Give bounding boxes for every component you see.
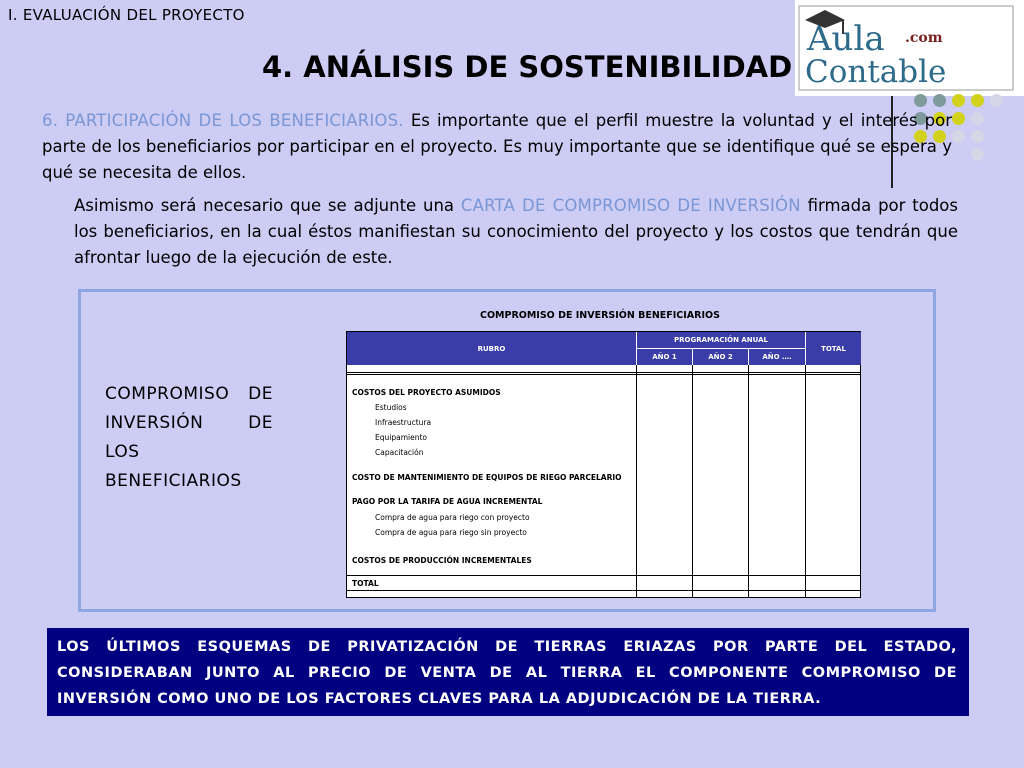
logo-word-contable: Contable — [805, 54, 947, 90]
dot — [971, 112, 984, 125]
caption-word: COMPROMISO — [105, 384, 230, 404]
row-total: TOTAL — [352, 579, 379, 588]
section-label: I. EVALUACIÓN DEL PROYECTO — [8, 6, 245, 24]
dot — [971, 94, 984, 107]
dot — [971, 130, 984, 143]
figure-caption — [105, 380, 273, 496]
header-year-2: AÑO 2 — [693, 349, 748, 365]
row-agua-sin-proyecto: Compra de agua para riego sin proyecto — [375, 528, 527, 537]
header-total: TOTAL — [806, 332, 861, 365]
caption-word: BENEFICIARIOS — [105, 471, 242, 491]
item-number: 6. — [42, 111, 59, 130]
footer-note: LOS ÚLTIMOS ESQUEMAS DE PRIVATIZACIÓN DE TIERRAS ERIAZAS POR PARTE DEL ESTADO, CONSIDERABAN JUNTO AL PRECIO DE VENTA DE AL TIERRA EL COMPONENTE COMPROMISO DE INVERSIÓN COMO UNO DE LOS FACTORES CLAVES PARA LA ADJUDICACIÓN DE LA TIERRA. — [47, 628, 969, 716]
dot — [952, 94, 965, 107]
table-rule — [692, 365, 693, 597]
table-rule — [805, 365, 806, 597]
header-rubro: RUBRO — [347, 332, 636, 365]
commitment-text-start: Asimismo será necesario que se adjunte una — [74, 196, 461, 215]
row-capacitacion: Capacitación — [375, 448, 424, 457]
table-rule — [347, 372, 860, 373]
row-costos-proyecto: COSTOS DEL PROYECTO ASUMIDOS — [352, 388, 501, 397]
row-mantenimiento: COSTO DE MANTENIMIENTO DE EQUIPOS DE RIEGO PARCELARIO — [352, 473, 622, 482]
table-rule — [636, 365, 637, 597]
commitment-highlight: CARTA DE COMPROMISO DE INVERSIÓN — [460, 196, 801, 215]
caption-word: DE — [248, 384, 273, 404]
row-equipamiento: Equipamiento — [375, 433, 427, 442]
table-rule — [748, 365, 749, 597]
row-estudios: Estudios — [375, 403, 407, 412]
table-rule — [347, 374, 860, 375]
header-year-n: AÑO …. — [749, 349, 805, 365]
commitment-paragraph — [74, 193, 958, 271]
table-title: COMPROMISO DE INVERSIÓN BENEFICIARIOS — [480, 310, 720, 321]
commitment-text-end: firmada por todos los beneficiarios, en la cual éstos manifiestan su conocimiento del proyecto y los costos que tendrán que afrontar luego de la ejecución de este. — [74, 196, 958, 267]
header-year-1: AÑO 1 — [637, 349, 692, 365]
investment-table — [346, 331, 861, 598]
dot — [933, 94, 946, 107]
participation-heading: PARTICIPACIÓN DE LOS BENEFICIARIOS. — [65, 111, 404, 130]
logo-word-aula: Aula — [807, 19, 885, 59]
caption-word: LOS — [105, 442, 140, 462]
aula-contable-logo — [795, 0, 1024, 96]
caption-word: DE — [248, 413, 273, 433]
dot — [990, 94, 1003, 107]
table-rule — [347, 590, 860, 591]
row-infraestructura: Infraestructura — [375, 418, 432, 427]
row-costos-produccion: COSTOS DE PRODUCCIÓN INCREMENTALES — [352, 556, 532, 565]
caption-word: INVERSIÓN — [105, 413, 204, 433]
table-rule — [347, 575, 860, 576]
row-tarifa-agua: PAGO POR LA TARIFA DE AGUA INCREMENTAL — [352, 497, 543, 506]
row-agua-con-proyecto: Compra de agua para riego con proyecto — [375, 513, 530, 522]
dot — [952, 130, 965, 143]
dot — [971, 148, 984, 161]
logo-suffix: .com — [905, 30, 943, 46]
dot — [952, 112, 965, 125]
participation-text: Es importante que el perfil muestre la voluntad y el interés por parte de los beneficiarios por participar en el proyecto. Es muy importante que se identifique qué se espera y qué se necesita de ellos. — [42, 111, 952, 182]
page-title: 4. ANÁLISIS DE SOSTENIBILIDAD — [262, 50, 793, 84]
dot — [914, 94, 927, 107]
header-programacion: PROGRAMACIÓN ANUAL — [637, 332, 805, 348]
participation-paragraph — [42, 108, 952, 186]
logo-graphic — [795, 0, 1024, 96]
